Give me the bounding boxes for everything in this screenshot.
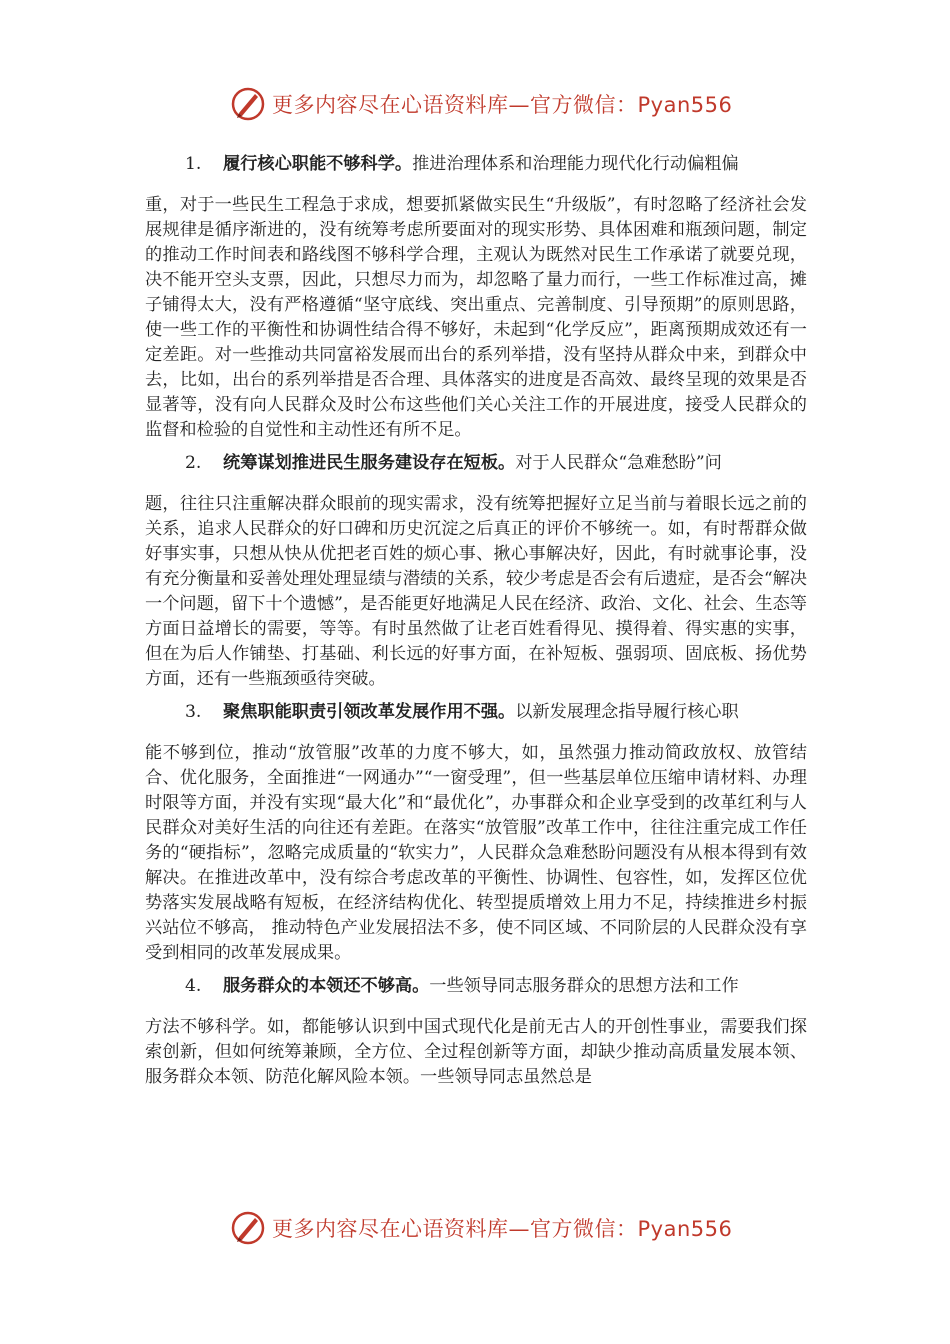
section-1-lead xyxy=(145,152,807,177)
section-3-number: 3. xyxy=(185,702,202,722)
section-1-title: 履行核心职能不够科学。 xyxy=(223,154,413,174)
section-1 xyxy=(145,152,807,443)
section-1-lead-text: 推进治理体系和治理能力现代化行动偏粗偏 xyxy=(412,154,739,174)
section-3-body: 能不够到位，推动“放管服”改革的力度不够大，如，虽然强力推动简政放权、放管结合、优化服务，全面推进“一网通办”“一窗受理”，但一些基层单位压缩申请材料、办理时限等方面，并没有实现“最大化”和“最优化”，办事群众和企业享受到的改革红利与人民群众对美好生活的向往还有差距。在落实“放管服”改革工作中，往往注重完成工作任务的“硬指标”，忽略完成质量的“软实力”，人民群众急难愁盼问题没有从根本得到有效解决。在推进改革中，没有综合考虑改革的平衡性、协调性、包容性，如，发挥区位优势落实发展战略有短板，在经济结构优化、转型提质增效上用力不足，持续推进乡村振兴站位不够高， 推动特色产业发展招法不多，使不同区域、不同阶层的人民群众没有享受到相同的改革发展成果。 xyxy=(145,743,807,963)
section-4-title: 服务群众的本领还不够高。 xyxy=(223,976,430,996)
header-banner-text: 更多内容尽在心语资料库—官方微信：Pyan556 xyxy=(272,93,733,117)
header-banner xyxy=(230,84,750,124)
section-2-lead-text: 对于人民群众“急难愁盼”问 xyxy=(515,453,722,473)
section-2-number: 2. xyxy=(185,453,202,473)
section-3-lead xyxy=(145,700,807,725)
section-4 xyxy=(145,974,807,1090)
section-4-number: 4. xyxy=(185,976,202,996)
section-4-body: 方法不够科学。如，都能够认识到中国式现代化是前无古人的开创性事业，需要我们探索创新，但如何统筹兼顾，全方位、全过程创新等方面，却缺少推动高质量发展本领、服务群众本领、防范化解风险本领。一些领导同志虽然总是 xyxy=(145,1017,807,1087)
pen-logo-icon xyxy=(230,86,266,122)
section-2-title: 统筹谋划推进民生服务建设存在短板。 xyxy=(223,453,516,473)
footer-banner xyxy=(230,1208,750,1248)
section-3-title: 聚焦职能职责引领改革发展作用不强。 xyxy=(223,702,516,722)
pen-logo-icon xyxy=(230,1210,266,1246)
section-1-body: 重，对于一些民生工程急于求成，想要抓紧做实民生“升级版”，有时忽略了经济社会发展规律是循序渐进的，没有统筹考虑所要面对的现实形势、具体困难和瓶颈问题，制定的推动工作时间表和路线图不够科学合理，主观认为既然对民生工作承诺了就要兑现，决不能开空头支票，因此，只想尽力而为，却忽略了量力而行，一些工作标准过高，摊子铺得太大，没有严格遵循“坚守底线、突出重点、完善制度、引导预期”的原则思路，使一些工作的平衡性和协调性结合得不够好，未起到“化学反应”，距离预期成效还有一定差距。对一些推动共同富裕发展而出台的系列举措，没有坚持从群众中来，到群众中去，比如，出台的系列举措是否合理、具体落实的进度是否高效、最终呈现的效果是否显著等，没有向人民群众及时公布这些他们关心关注工作的开展进度，接受人民群众的监督和检验的自觉性和主动性还有所不足。 xyxy=(145,195,807,440)
section-2 xyxy=(145,451,807,692)
document-body xyxy=(145,152,807,1098)
section-4-lead-text: 一些领导同志服务群众的思想方法和工作 xyxy=(429,976,739,996)
section-3-lead-text: 以新发展理念指导履行核心职 xyxy=(515,702,739,722)
section-1-number: 1. xyxy=(185,154,202,174)
section-4-lead xyxy=(145,974,807,999)
footer-banner-text: 更多内容尽在心语资料库—官方微信：Pyan556 xyxy=(272,1217,733,1241)
section-2-lead xyxy=(145,451,807,476)
section-2-body: 题，往往只注重解决群众眼前的现实需求，没有统筹把握好立足当前与着眼长远之前的关系，追求人民群众的好口碑和历史沉淀之后真正的评价不够统一。如，有时帮群众做好事实事，只想从快从优把老百姓的烦心事、揪心事解决好，因此，有时就事论事，没有充分衡量和妥善处理处理显绩与潜绩的关系，较少考虑是否会有后遗症，是否会“解决一个问题，留下十个遗憾”，是否能更好地满足人民在经济、政治、文化、社会、生态等方面日益增长的需要，等等。有时虽然做了让老百姓看得见、摸得着、得实惠的实事，但在为后人作铺垫、打基础、利长远的好事方面，在补短板、强弱项、固底板、扬优势方面，还有一些瓶颈亟待突破。 xyxy=(145,494,807,689)
section-3 xyxy=(145,700,807,966)
